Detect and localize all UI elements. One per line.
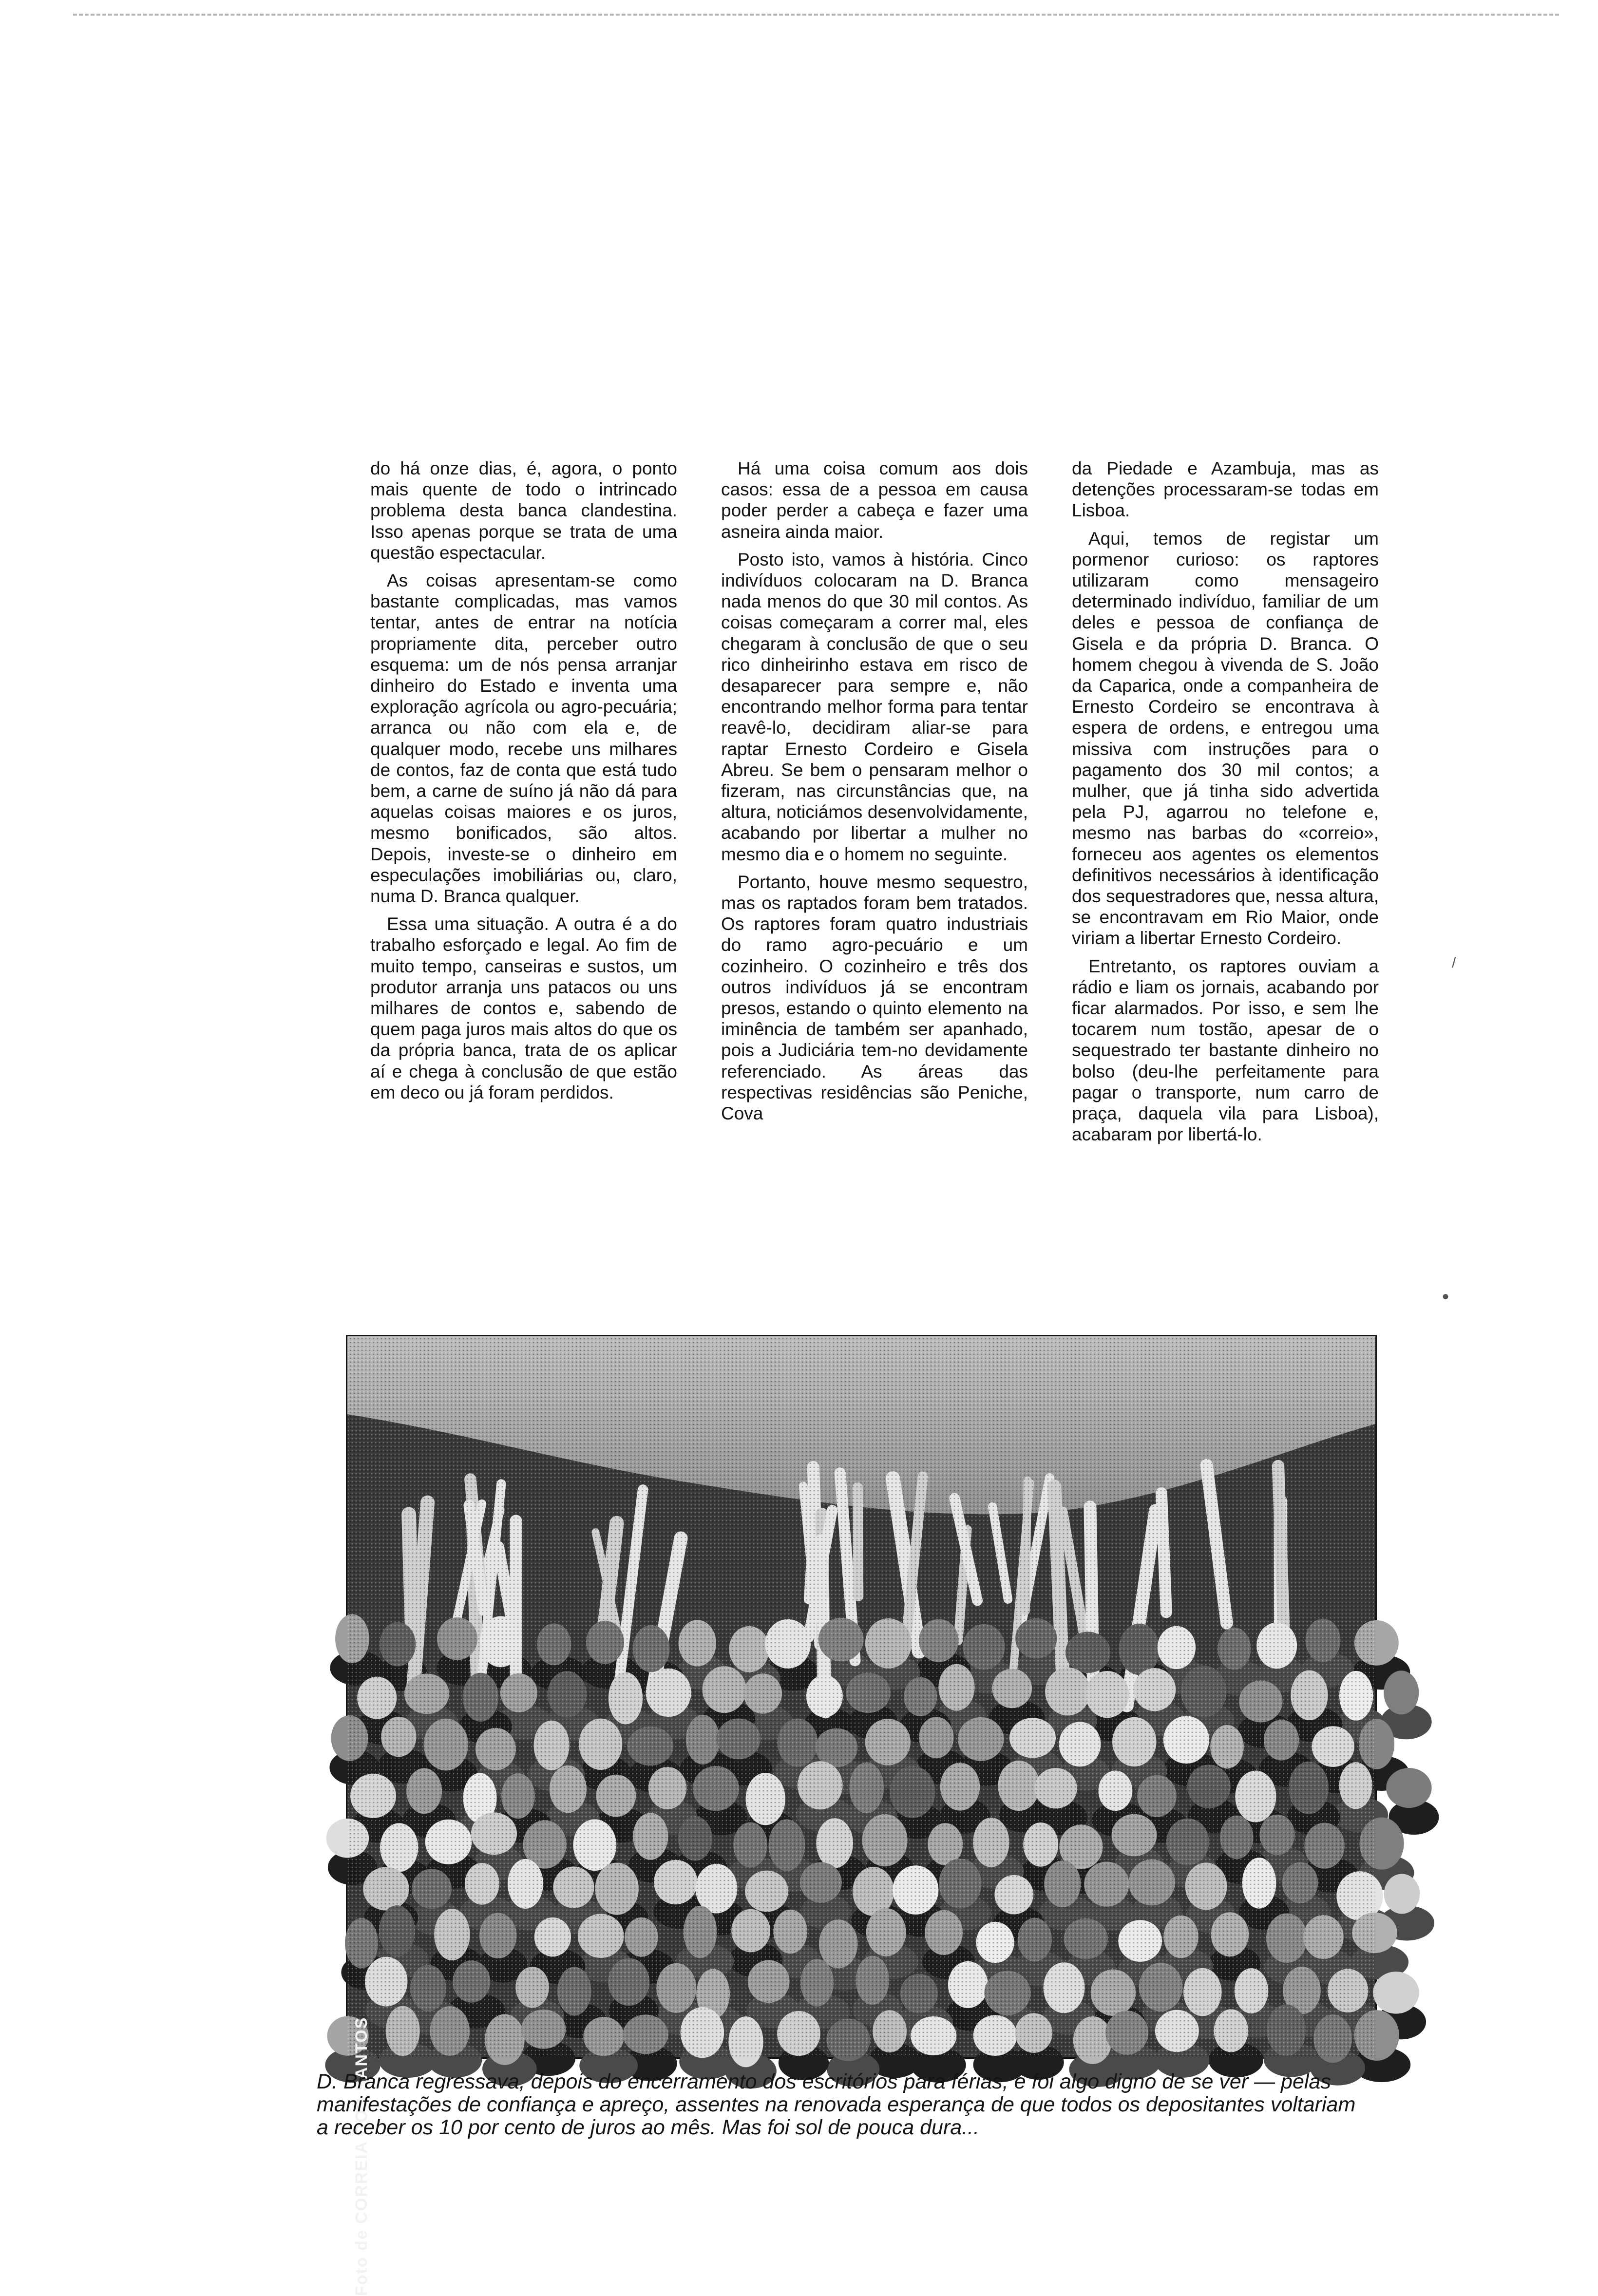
- article-paragraph: As coisas apresentam-se como bastante complicadas, mas vamos tentar, antes de entrar na notícia propriamente dita, perceber outro esquema: um de nós pensa arranjar dinheiro do Estado e inventa uma exploração agrícola ou agro-pecuária; arranca ou não com ela e, de qualquer modo, recebe uns milhares de contos, faz de conta que está tudo bem, a carne de suíno já não dá para aquelas coisas maiores e os juros, mesmo bonificados, são altos. Depois, investe-se o dinheiro em especulações imobiliárias ou, claro, numa D. Branca qualquer.: [370, 570, 677, 907]
- article-column-1: [370, 458, 677, 1330]
- scan-edge-line: [73, 14, 1559, 24]
- article-paragraph: Entretanto, os raptores ouviam a rádio e liam os jornais, acabando por ficar alarmados. Por isso, e sem lhe tocarem num tostão, apesar de o sequestrado ter bastante dinheiro no bolso (deu-lhe perfeitamente para pagar o transporte, num carro de praça, daquela vila para Lisboa), acabaram por libertá-lo.: [1072, 956, 1379, 1145]
- article-paragraph: Portanto, houve mesmo sequestro, mas os raptados foram bem tratados. Os raptores foram quatro industriais do ramo agro-pecuário e um cozinheiro. O cozinheiro e três dos outros indivíduos já se encontram presos, estando o quinto elemento na iminência de também ser apanhado, pois a Judiciária tem-no devidamente referenciado. As áreas das respectivas residências são Peniche, Cova: [721, 872, 1028, 1124]
- photo-caption: D. Branca regressava, depois do encerramento dos escritórios para férias, e foi algo digno de se ver — pelas manifestações de confiança e apreço, assentes na renovada esperança de que todos os depositantes voltariam a receber os 10 por cento de juros ao mês. Mas foi sol de pouca dura...: [317, 2070, 1356, 2139]
- article-paragraph: do há onze dias, é, agora, o ponto mais quente de todo o intrincado problema desta banca clandestina. Isso apenas porque se trata de uma questão espectacular.: [370, 458, 677, 563]
- article-column-3: [1072, 458, 1379, 1330]
- scan-speck: •: [1442, 1286, 1449, 1308]
- article-paragraph: Essa uma situação. A outra é a do trabalho esforçado e legal. Ao fim de muito tempo, canseiras e sustos, um produtor arranja uns patacos ou uns milhares de contos e, sabendo de quem paga juros mais altos do que os da própria banca, trata de os aplicar aí e chega à conclusão de que estão em deco ou já foram perdidos.: [370, 914, 677, 1102]
- newspaper-clipping: [307, 429, 1379, 2296]
- photo-credit: Foto de CORREIA DOS SANTOS: [352, 2016, 371, 2296]
- scan-speck: /: [1452, 955, 1456, 971]
- article-paragraph: Há uma coisa comum aos dois casos: essa de a pessoa em causa poder perder a cabeça e fazer uma asneira ainda maior.: [721, 458, 1028, 542]
- crowd-photo-icon: [347, 1336, 1375, 2057]
- article-paragraph: da Piedade e Azambuja, mas as detenções processaram-se todas em Lisboa.: [1072, 458, 1379, 521]
- article-paragraph: Posto isto, vamos à história. Cinco indivíduos colocaram na D. Branca nada menos do que 30 mil contos. As coisas começaram a correr mal, eles chegaram à conclusão de que o seu rico dinheirinho estava em risco de desaparecer para sempre e, não encontrando melhor forma para tentar reavê-lo, decidiram aliar-se para raptar Ernesto Cordeiro e Gisela Abreu. Se bem o pensaram melhor o fizeram, nas circunstâncias que, na altura, noticiámos desenvolvidamente, acabando por libertar a mulher no mesmo dia e o homem no seguinte.: [721, 549, 1028, 864]
- article-columns: [370, 458, 1379, 1330]
- article-column-2: [721, 458, 1028, 1330]
- article-paragraph: Aqui, temos de registar um pormenor curioso: os raptores utilizaram como mensageiro determinado indivíduo, familiar de um deles e pessoa de confiança de Gisela e da própria D. Branca. O homem chegou à vivenda de S. João da Caparica, onde a companheira de Ernesto Cordeiro se encontrava à espera de ordens, e entregou uma missiva com instruções para o pagamento dos 30 mil contos; a mulher, que já tinha sido advertida pela PJ, agarrou no telefone e, mesmo nas barbas do «correio», forneceu aos agentes os elementos definitivos necessários à identificação dos sequestradores que, nessa altura, se encontravam em Rio Maior, onde viriam a libertar Ernesto Cordeiro.: [1072, 528, 1379, 949]
